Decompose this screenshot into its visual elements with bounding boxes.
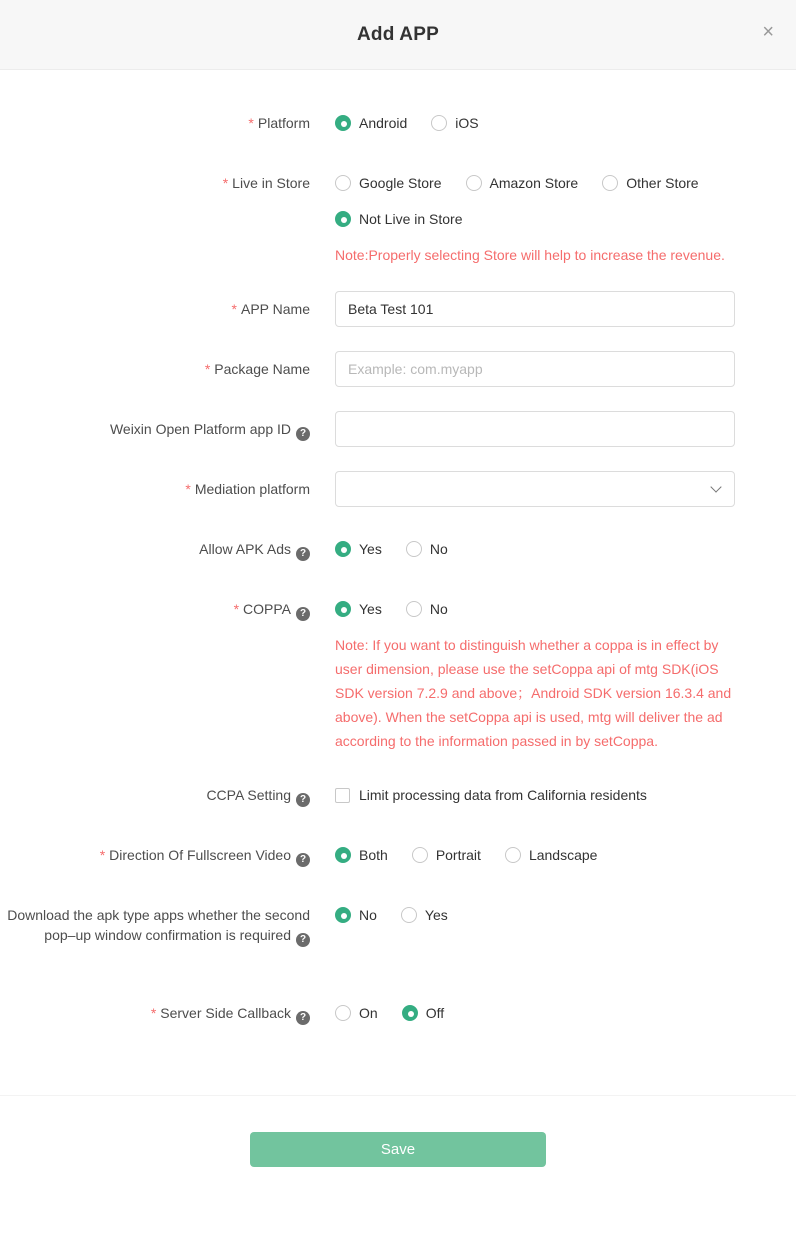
help-icon[interactable]: ? (296, 607, 310, 621)
radio-label: Other Store (626, 175, 699, 191)
package-name-label (0, 351, 310, 379)
package-name-label-text: Package Name (214, 361, 310, 377)
form-row-weixin-app-id (0, 411, 796, 447)
add-app-form (0, 70, 796, 1031)
radio-icon (335, 601, 351, 617)
radio-icon (431, 115, 447, 131)
help-icon[interactable]: ? (296, 427, 310, 441)
save-button[interactable]: Save (250, 1132, 546, 1167)
required-mark: * (248, 115, 254, 131)
weixin-app-id-label (0, 411, 310, 441)
allow-apk-ads-label-text: Allow APK Ads (199, 541, 291, 557)
radio-google-store[interactable] (335, 175, 442, 191)
platform-radio-group (335, 105, 745, 141)
live-in-store-radio-group (335, 165, 745, 267)
package-name-input[interactable] (335, 351, 735, 387)
form-row-app-name (0, 291, 796, 327)
radio-callback-on[interactable] (335, 1005, 378, 1021)
radio-allow-apk-no[interactable] (406, 541, 448, 557)
server-callback-label-text: Server Side Callback (160, 1005, 291, 1021)
radio-direction-landscape[interactable] (505, 847, 598, 863)
direction-label (0, 837, 310, 867)
radio-label: Yes (359, 541, 382, 557)
radio-callback-off[interactable] (402, 1005, 444, 1021)
radio-label: Not Live in Store (359, 211, 463, 227)
form-row-coppa (0, 591, 796, 753)
radio-label: Landscape (528, 847, 598, 863)
ccpa-label (0, 777, 310, 807)
radio-icon (505, 847, 521, 863)
checkbox-label: Limit processing data from California residents (359, 787, 647, 803)
radio-label: No (359, 907, 377, 923)
radio-label: On (359, 1005, 378, 1021)
form-row-allow-apk-ads (0, 531, 796, 567)
radio-label: Off (425, 1005, 445, 1021)
form-row-apk-popup (0, 897, 796, 947)
radio-android[interactable] (335, 115, 407, 131)
direction-label-text: Direction Of Fullscreen Video (109, 847, 291, 863)
form-row-server-callback (0, 995, 796, 1031)
radio-apk-popup-yes[interactable] (401, 907, 448, 923)
coppa-note: Note: If you want to distinguish whether a coppa is in effect by user dimension, please use the setCoppa api of mtg SDK(iOS SDK version 7.2.9 and above；Android SDK version 16.3.4 and above). When the setCoppa api is used, mtg will deliver the ad according to the information passed in by setCoppa. (335, 637, 732, 749)
help-icon[interactable]: ? (296, 793, 310, 807)
help-icon[interactable]: ? (296, 1011, 310, 1025)
modal-title: Add APP (357, 23, 439, 45)
platform-label (0, 105, 310, 133)
radio-icon (335, 175, 351, 191)
allow-apk-ads-label (0, 531, 310, 561)
radio-icon (335, 907, 351, 923)
live-in-store-note: Note:Properly selecting Store will help to increase the revenue. (335, 247, 725, 263)
help-icon[interactable]: ? (296, 547, 310, 561)
weixin-app-id-label-text: Weixin Open Platform app ID (109, 421, 291, 437)
app-name-input[interactable] (335, 291, 735, 327)
required-mark: * (222, 175, 229, 191)
mediation-platform-label (0, 471, 310, 499)
required-mark: * (99, 847, 106, 863)
app-name-label-text: APP Name (241, 301, 310, 317)
ccpa-label-text: CCPA Setting (206, 787, 291, 803)
form-row-direction (0, 837, 796, 873)
form-row-live-in-store (0, 165, 796, 267)
radio-label: Yes (359, 601, 382, 617)
help-icon[interactable]: ? (296, 853, 310, 867)
mediation-platform-select[interactable] (335, 471, 735, 507)
radio-label: Yes (424, 907, 448, 923)
radio-icon (406, 601, 422, 617)
radio-label: Android (359, 115, 408, 131)
modal-header (0, 0, 796, 70)
radio-icon (602, 175, 618, 191)
radio-not-live-in-store[interactable] (335, 211, 463, 227)
radio-icon (335, 541, 351, 557)
platform-label-text: Platform (257, 115, 310, 131)
radio-icon (335, 211, 351, 227)
radio-label: Google Store (359, 175, 442, 191)
form-row-platform (0, 105, 796, 141)
radio-icon (335, 847, 351, 863)
form-row-package-name (0, 351, 796, 387)
live-in-store-label-text: Live in Store (232, 175, 310, 191)
direction-radio-group (335, 837, 745, 873)
required-mark: * (231, 301, 237, 317)
ccpa-checkbox[interactable] (335, 787, 647, 803)
radio-label: iOS (455, 115, 479, 131)
radio-apk-popup-no[interactable] (335, 907, 377, 923)
required-mark: * (233, 601, 240, 617)
radio-icon (466, 175, 482, 191)
apk-popup-radio-group (335, 897, 745, 933)
coppa-label-text: COPPA (243, 601, 291, 617)
required-mark: * (185, 481, 191, 497)
radio-ios[interactable] (431, 115, 478, 131)
radio-icon (401, 907, 417, 923)
mediation-platform-label-text: Mediation platform (194, 481, 310, 497)
required-mark: * (204, 361, 211, 377)
close-icon[interactable]: × (762, 21, 774, 43)
weixin-app-id-input[interactable] (335, 411, 735, 447)
form-row-ccpa (0, 777, 796, 813)
server-callback-label (0, 995, 310, 1025)
server-callback-radio-group (335, 995, 745, 1031)
radio-other-store[interactable] (602, 175, 698, 191)
help-icon[interactable]: ? (296, 933, 310, 947)
radio-label: No (429, 601, 448, 617)
radio-icon (406, 541, 422, 557)
radio-label: No (429, 541, 448, 557)
radio-label: Amazon Store (489, 175, 579, 191)
coppa-radio-group (335, 591, 745, 753)
app-name-label (0, 291, 310, 319)
allow-apk-ads-radio-group (335, 531, 745, 567)
radio-coppa-yes[interactable] (335, 601, 382, 617)
radio-amazon-store[interactable] (466, 175, 579, 191)
live-in-store-label (0, 165, 310, 193)
radio-label: Portrait (435, 847, 481, 863)
radio-icon (402, 1005, 418, 1021)
apk-popup-label-text: Download the apk type apps whether the second pop–up window confirmation is required (7, 907, 310, 943)
coppa-label (0, 591, 310, 621)
chevron-down-icon (710, 481, 721, 492)
radio-allow-apk-yes[interactable] (335, 541, 382, 557)
radio-coppa-no[interactable] (406, 601, 448, 617)
radio-direction-both[interactable] (335, 847, 388, 863)
checkbox-icon (335, 788, 350, 803)
form-row-mediation-platform (0, 471, 796, 507)
radio-label: Both (359, 847, 388, 863)
radio-icon (335, 1005, 351, 1021)
radio-direction-portrait[interactable] (412, 847, 481, 863)
apk-popup-label (0, 897, 310, 947)
required-mark: * (150, 1005, 157, 1021)
radio-icon (412, 847, 428, 863)
modal-footer (0, 1095, 796, 1213)
radio-icon (335, 115, 351, 131)
